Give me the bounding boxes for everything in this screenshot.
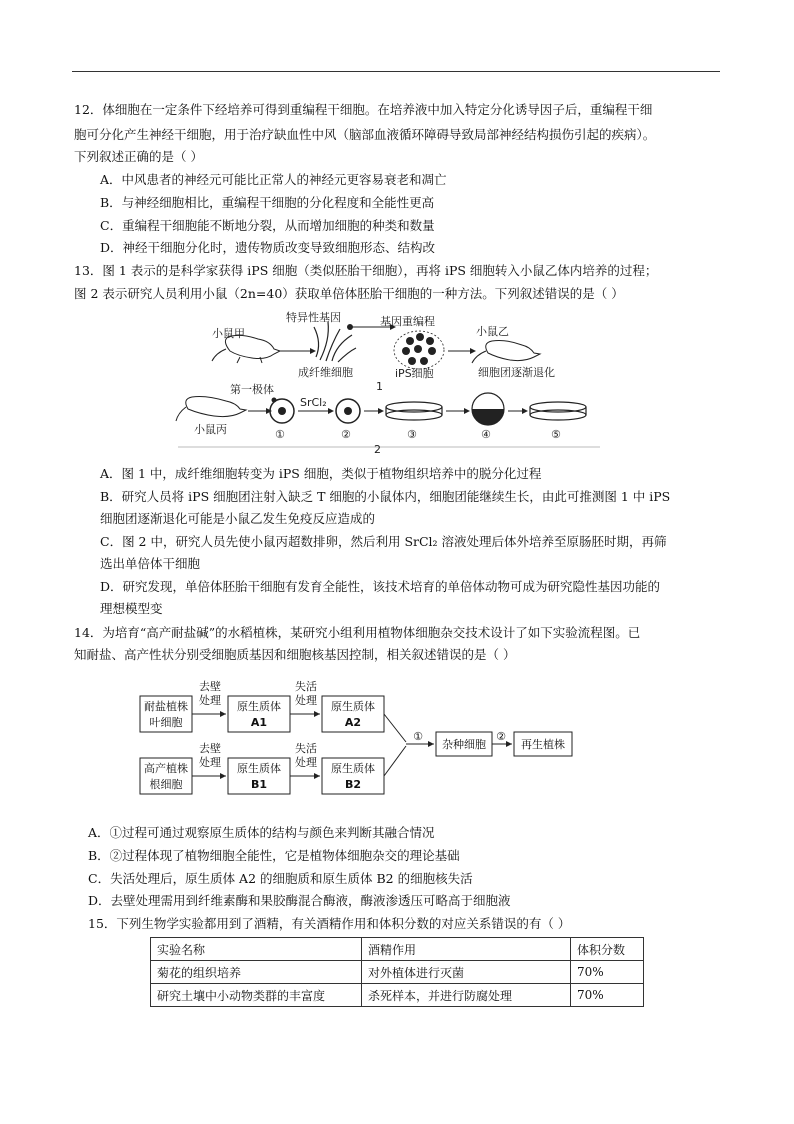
label-inactivate-top-1: 失活	[295, 680, 317, 693]
q12-stem-line-3: 下列叙述正确的是（ ）	[74, 149, 203, 164]
table-header-row	[151, 938, 644, 961]
q12-option-d[interactable]: D．神经干细胞分化时，遗传物质改变导致细胞形态、结构改	[100, 240, 436, 255]
q13-option-b-line-1[interactable]: B．研究人员将 iPS 细胞团注射入缺乏 T 细胞的小鼠体内，细胞团能继续生长，由此可推测图 1 中 iPS	[100, 489, 671, 504]
dish-3	[386, 402, 442, 420]
table-cell: 对外植体进行灭菌	[362, 961, 571, 984]
q15-table	[150, 937, 644, 1007]
fig-label-polar-body: 第一极体	[230, 383, 274, 396]
table-cell: 70%	[571, 961, 644, 984]
q12-option-a[interactable]: A．中风患者的神经元可能比正常人的神经元更容易衰老和凋亡	[100, 172, 447, 187]
box-b1-l2: B1	[250, 778, 268, 791]
q12-stem-line-1: 12．体细胞在一定条件下经培养可得到重编程干细胞。在培养液中加入特定分化诱导因子后，重编程干细	[74, 102, 653, 117]
q15-stem: 15．下列生物学实验都用到了酒精，有关酒精作用和体积分数的对应关系错误的有（ ）	[88, 916, 571, 931]
q13-option-b-line-2[interactable]: 细胞团逐渐退化可能是小鼠乙发生免疫反应造成的	[100, 511, 376, 526]
arrow-1-head	[310, 348, 316, 354]
label-dewall-top-2: 处理	[199, 694, 221, 707]
table-row	[151, 961, 644, 984]
box-salt-plant-l1: 耐盐植株	[144, 700, 188, 713]
label-inactivate-bottom-1: 失活	[295, 742, 317, 755]
q14-stem-line-2: 知耐盐、高产性状分别受细胞质基因和细胞核基因控制，相关叙述错误的是（ ）	[74, 647, 516, 662]
gene-dot	[347, 324, 353, 330]
embryo-4-fill	[472, 409, 504, 425]
arrow-3-head	[470, 348, 476, 354]
q13-stem-line-1: 13．图 1 表示的是科学家获得 iPS 细胞（类似胚胎干细胞），再将 iPS 细胞转入小鼠乙体内培养的过程；	[74, 263, 658, 278]
q13-figure	[170, 305, 610, 455]
header-rule	[72, 71, 720, 72]
q12-stem-line-2: 胞可分化产生神经干细胞，用于治疗缺血性中风（脑部血液循环障碍导致局部神经结构损伤引起的疾病）。	[74, 127, 656, 142]
label-step-1: ①	[413, 730, 423, 743]
label-dewall-top-1: 去壁	[199, 680, 221, 693]
label-inactivate-bottom-2: 处理	[295, 756, 317, 769]
box-b1-l1: 原生质体	[237, 762, 281, 775]
label-step-2: ②	[496, 730, 506, 743]
box-hybrid-label: 杂种细胞	[442, 738, 486, 751]
q13-option-c-line-2[interactable]: 选出单倍体干细胞	[100, 556, 201, 571]
arrow-6-head	[378, 408, 384, 414]
polar-body-dot	[272, 398, 277, 403]
arrow-8-head	[522, 408, 528, 414]
fig-label-mouse-jia: 小鼠甲	[212, 327, 245, 340]
q13-option-c-line-1[interactable]: C．图 2 中，研究人员先使小鼠丙超数排卵，然后利用 SrCl₂ 溶液处理后体外培养至原肠胚时期，再筛	[100, 534, 667, 549]
table-header-cell: 酒精作用	[362, 938, 571, 961]
table-cell: 菊花的组织培养	[151, 961, 362, 984]
box-salt-plant-l2: 叶细胞	[149, 716, 183, 729]
mouse-yi-icon	[472, 341, 540, 364]
label-dewall-bottom-2: 处理	[199, 756, 221, 769]
q13-option-d-line-1[interactable]: D．研究发现，单倍体胚胎干细胞有发育全能性，该技术培育的单倍体动物可成为研究隐性基因功能的	[100, 579, 661, 594]
fig-label-reprogramming: 基因重编程	[380, 315, 435, 328]
table-header-cell: 实验名称	[151, 938, 362, 961]
table-cell: 研究土壤中小动物类群的丰富度	[151, 984, 362, 1007]
ips-cluster-icon	[402, 333, 436, 365]
box-high-plant-l2: 根细胞	[149, 778, 183, 791]
step-1: ①	[275, 428, 285, 441]
arrow-4-head	[266, 408, 272, 414]
egg-1-nucleus	[278, 407, 286, 415]
box-high-plant-l1: 高产植株	[144, 762, 188, 775]
q14-option-a[interactable]: A．①过程可通过观察原生质体的结构与颜色来判断其融合情况	[88, 825, 435, 840]
label-dewall-bottom-1: 去壁	[199, 742, 221, 755]
q13-option-d-line-2[interactable]: 理想模型变	[100, 601, 163, 616]
label-inactivate-top-2: 处理	[295, 694, 317, 707]
step-2: ②	[341, 428, 351, 441]
q12-option-b[interactable]: B．与神经细胞相比，重编程干细胞的分化程度和全能性更高	[100, 195, 435, 210]
fig-label-2: 2	[374, 443, 381, 455]
q14-option-d[interactable]: D．去壁处理需用到纤维素酶和果胶酶混合酶液，酶液渗透压可略高于细胞液	[88, 893, 511, 908]
q14-option-b[interactable]: B．②过程体现了植物细胞全能性，它是植物体细胞杂交的理论基础	[88, 848, 460, 863]
table-cell: 杀死样本，并进行防腐处理	[362, 984, 571, 1007]
box-a1-l1: 原生质体	[237, 700, 281, 713]
merge-line-top	[384, 714, 406, 742]
arrow-7-head	[464, 408, 470, 414]
fig-label-degenerate: 细胞团逐渐退化	[478, 366, 555, 379]
merge-line-bottom	[384, 746, 406, 776]
q12-option-c[interactable]: C．重编程干细胞能不断地分裂，从而增加细胞的种类和数量	[100, 218, 435, 233]
fig-label-fibroblast: 成纤维细胞	[298, 366, 353, 379]
box-b2-l2: B2	[344, 778, 362, 791]
dish-5	[530, 402, 586, 420]
mouse-bing-icon	[176, 397, 246, 422]
egg-2-nucleus	[344, 407, 352, 415]
arrow-5-head	[328, 408, 334, 414]
table-row	[151, 984, 644, 1007]
q14-stem-line-1: 14．为培育“高产耐盐碱”的水稻植株，某研究小组利用植物体细胞杂交技术设计了如下实验流程图。已	[74, 625, 641, 640]
table-cell: 70%	[571, 984, 644, 1007]
step-5: ⑤	[551, 428, 561, 441]
step-3: ③	[407, 428, 417, 441]
box-a2-l2: A2	[344, 716, 362, 729]
box-b2-l1: 原生质体	[331, 762, 375, 775]
box-a1-l2: A1	[250, 716, 268, 729]
q14-option-c[interactable]: C．失活处理后，原生质体 A2 的细胞质和原生质体 B2 的细胞核失活	[88, 871, 473, 886]
fig-label-srcl2: SrCl₂	[300, 396, 327, 409]
fig-label-1: 1	[376, 380, 383, 393]
fig-label-mouse-bing: 小鼠丙	[194, 423, 227, 436]
step-4: ④	[481, 428, 491, 441]
q14-flowchart	[130, 676, 580, 804]
fig-label-specific-gene: 特异性基因	[286, 311, 341, 324]
fig-label-mouse-yi: 小鼠乙	[476, 325, 509, 338]
box-regen-label: 再生植株	[521, 738, 565, 751]
table-header-cell: 体积分数	[571, 938, 644, 961]
fig-label-ips-cell: iPS细胞	[395, 367, 434, 380]
q13-stem-line-2: 图 2 表示研究人员利用小鼠（2n=40）获取单倍体胚胎干细胞的一种方法。下列叙述错误的是（ ）	[74, 286, 624, 301]
box-a2-l1: 原生质体	[331, 700, 375, 713]
q13-option-a[interactable]: A．图 1 中，成纤维细胞转变为 iPS 细胞，类似于植物组织培养中的脱分化过程	[100, 466, 542, 481]
